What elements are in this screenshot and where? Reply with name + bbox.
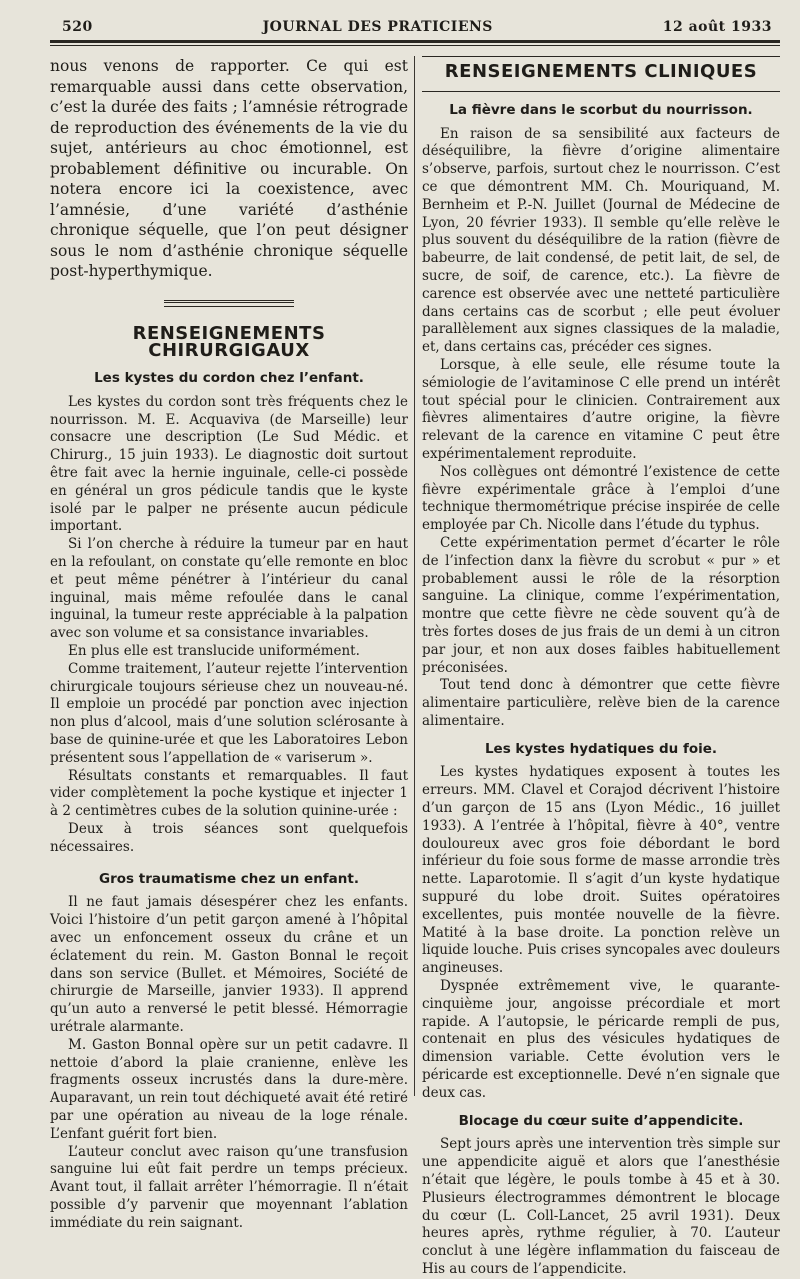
article-body-heart-block (422, 1136, 780, 1278)
page-number: 520 (62, 19, 93, 35)
section-separator (164, 300, 294, 307)
header-rule-thick (50, 40, 780, 43)
article-title-trauma: Gros traumatisme chez un enfant. (99, 870, 359, 887)
intro-paragraph: nous venons de rapporter. Ce qui est remarquable aussi dans cette observation, c’est la durée des faits ; l’amnésie rétrograde de reproduction des événements de la vie du sujet, antérieurs au choc émotionnel, est probablement définitive ou incurable. On notera encore ici la coexistence, avec l’amnésie, d’une variété d’asthénie chronique séquelle, que l’on peut désigner sous le nom d’asthénie chronique séquelle post-hyperthymique. (50, 57, 408, 280)
paragraph: Cette expérimentation permet d’écarter le rôle de l’infection danx la fièvre du scrobut « pur » et probablement aussi le rôle de la résorption sanguine. La clinique, comme l’expérimentation, montre que cette fièvre ne cède souvent qu’à de très fortes doses de jus frais de un demi à un citron par jour, et non aux doses faibles habituellement préconisées. (422, 534, 780, 676)
paragraph: L’auteur conclut avec raison qu’une transfusion sanguine lui eût fait perdre un temps précieux. Avant tout, il fallait arrêter l’hémorragie. Il n’était possible d’y parvenir que moyennant l’ablation immédiate du rein saignant. (50, 1143, 408, 1231)
section-title-surgical: RENSEIGNEMENTS CHIRURGIGAUX (132, 322, 326, 362)
paragraph: Comme traitement, l’auteur rejette l’intervention chirurgicale toujours sérieuse chez un nouveau-né. Il emploie un procédé par ponction avec injection non plus d’alcool, mais d’une solution sclérosante à base de quinine-urée et que les Laboratoires Lebon présentent sous l’appellation de « variserum ». (50, 660, 408, 766)
right-column (422, 56, 780, 1279)
article-body-hydatid-cysts (422, 764, 780, 1102)
paragraph: Il ne faut jamais désespérer chez les enfants. Voici l’histoire d’un petit garçon amené à l’hôpital avec un enfoncement osseux du crâne et un éclatement du rein. M. Gaston Bonnal le reçoit dans son service (Bullet. et Mémoires, Société de chirurgie de Marseille, janvier 1933). Il apprend qu’un auto a renversé le petit blessé. Hémorragie urétrale alarmante. (50, 894, 408, 1035)
journal-title: JOURNAL DES PRATICIENS (262, 19, 493, 35)
paragraph: Sept jours après une intervention très simple sur une appendicite aiguë et alors que l’anesthésie n’était que légère, le pouls tombe à 45 et à 30. Plusieurs électrogrammes démontrent le blocage du cœur (L. Coll-Lancet, 25 avril 1931). Deux heures après, rythme régulier, à 70. L’auteur conclut à une légère inflammation du faisceau de His au cours de l’appendicite. (422, 1136, 780, 1277)
section-title-clinical: RENSEIGNEMENTS CLINIQUES (444, 61, 758, 82)
article-body-trauma (50, 894, 408, 1232)
paragraph: Tout tend donc à démontrer que cette fièvre alimentaire particulière, relève bien de la carence alimentaire. (422, 677, 780, 729)
section-bottom-rule (422, 91, 780, 92)
column-divider (414, 56, 415, 1096)
article-title-hydatid-cysts: Les kystes hydatiques du foie. (484, 740, 718, 757)
paragraph: Lorsque, à elle seule, elle résume toute la sémiologie de l’avitaminose C elle prend un intérêt tout spécial pour le clinicien. Contrairement aux fièvres alimentaires d’autre origine, la fièvre relevant de la carence en vitamine C peut être expérimentalement reproduite. (422, 356, 780, 462)
header-rule-thin (50, 45, 780, 46)
article-title-scurvy-fever: La fièvre dans le scorbut du nourrisson. (449, 101, 753, 118)
paragraph: Dyspnée extrêmement vive, le quarante-cinquième jour, angoisse précordiale et mort rapide. A l’autopsie, le péricarde rempli de pus, contenait en plus des vésicules hydatiques de dimension variable. Cette évolution vers le péricarde est exceptionnelle. Devé n’en signale que deux cas. (422, 978, 780, 1101)
article-title-cord-cysts: Les kystes du cordon chez l’enfant. (94, 370, 364, 387)
paragraph: En plus elle est translucide uniformément. (68, 643, 360, 660)
paragraph: Si l’on cherche à réduire la tumeur par en haut en la refoulant, on constate qu’elle remonte en bloc et peut même pénétrer à l’intérieur du canal inguinal, mais même refoulée dans le canal inguinal, la tumeur reste appréciable à la palpation avec son volume et sa consistance invariables. (50, 536, 408, 642)
left-column (50, 56, 408, 1233)
paragraph: Les kystes hydatiques exposent à toutes les erreurs. MM. Clavel et Corajod décrivent l’histoire d’un garçon de 15 ans (Lyon Médic., 16 juillet 1933). A l’entrée à l’hôpital, fièvre à 40°, ventre douloureux avec gros foie débordant le bord inférieur du foie sous forme de masse arrondie très nette. Laparotomie. Il s’agit d’un kyste hydatique suppuré du lobe droit. Suites opératoires excellentes, puis montée nouvelle de la fièvre. Matité à la base droite. La ponction relève un liquide louche. Puis crises syncopales avec douleurs angineuses. (422, 764, 780, 977)
article-title-heart-block: Blocage du cœur suite d’appendicite. (458, 1112, 744, 1129)
paragraph: Résultats constants et remarquables. Il faut vider complètement la poche kystique et injecter 1 à 2 centimètres cubes de la solution quinine-urée : (50, 767, 408, 820)
section-top-rule (422, 56, 780, 57)
running-head (62, 16, 772, 38)
paragraph: Nos collègues ont démontré l’existence de cette fièvre expérimentale grâce à l’emploi d’une technique thermométrique précise inspirée de celle employée par Ch. Nicolle dans l’étude du typhus. (422, 463, 780, 534)
article-body-cord-cysts (50, 394, 408, 857)
article-body-scurvy-fever (422, 126, 780, 731)
issue-date: 12 août 1933 (662, 19, 772, 35)
paragraph: M. Gaston Bonnal opère sur un petit cadavre. Il nettoie d’abord la plaie cranienne, enlève les fragments osseux incrustés dans la dure-mère. Auparavant, un rein tout déchiqueté avait été retiré par une opération au niveau de la loge rénale. L’enfant guérit fort bien. (50, 1036, 408, 1142)
paragraph: Les kystes du cordon sont très fréquents chez le nourrisson. M. E. Acquaviva (de Marseille) leur consacre une description (Le Sud Médic. et Chirurg., 15 juin 1933). Le diagnostic doit surtout être fait avec la hernie inguinale, celle-ci possède en général un gros pédicule tandis que le kyste isolé par le palper ne présente aucun pédicule important. (50, 393, 408, 535)
paragraph: Deux à trois séances sont quelquefois nécessaires. (50, 821, 408, 855)
paragraph: En raison de sa sensibilité aux facteurs de déséquilibre, la fièvre d’origine alimentaire s’observe, parfois, surtout chez le nourrisson. C’est ce que démontrent MM. Ch. Mouriquand, M. Bernheim et P.-N. Juillet (Journal de Médecine de Lyon, 20 février 1933). Il semble qu’elle relève le plus souvent du déséquilibre de la ration (fièvre de babeurre, de lait condensé, de petit lait, de sel, de sucre, de soif, de carence, etc.). La fièvre de carence est observée avec une netteté particulière dans certains cas de scorbut ; elle peut évoluer parallèlement aux signes classiques de la maladie, et, dans certains cas, précéder ces signes. (422, 125, 780, 356)
